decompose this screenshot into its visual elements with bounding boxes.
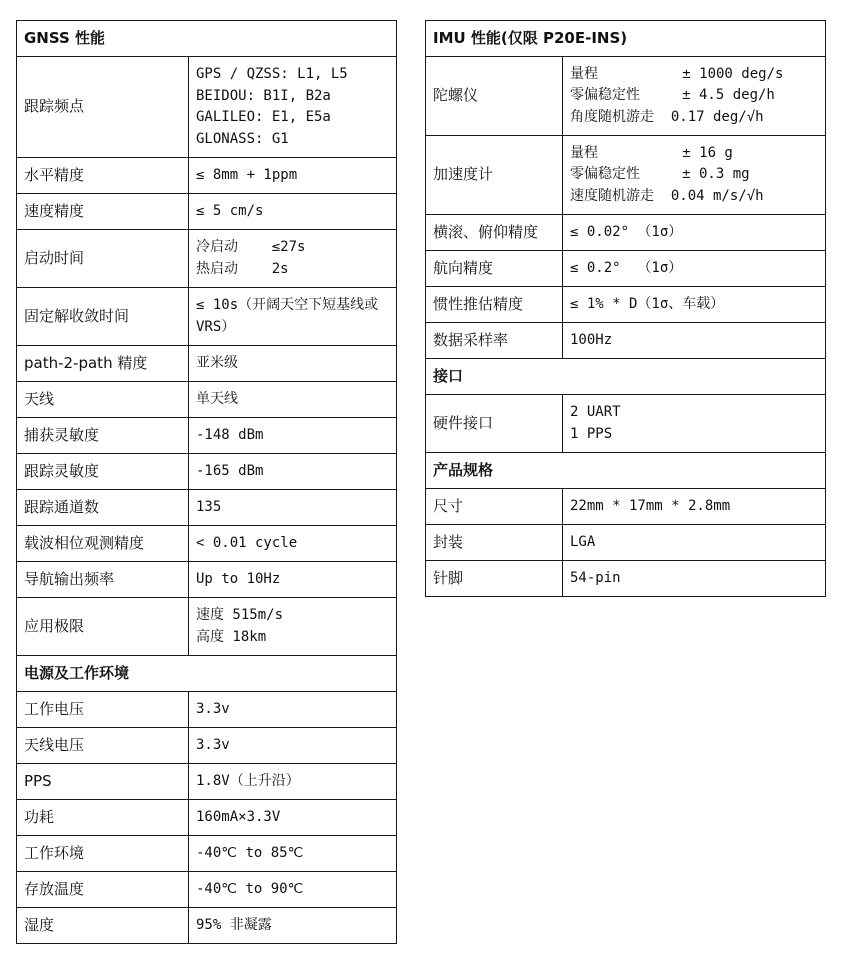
- spec-value-line: ≤ 0.02° （1σ）: [570, 223, 683, 240]
- spec-value-line: GPS / QZSS: L1, L5: [196, 66, 348, 82]
- spec-row: [426, 287, 826, 323]
- spec-row: [17, 692, 397, 728]
- spec-row: [17, 872, 397, 908]
- spec-value-line: 95% 非凝露: [196, 916, 272, 933]
- spec-value: [563, 136, 826, 215]
- spec-label: 捕获灵敏度: [17, 418, 189, 454]
- spec-value: [189, 836, 397, 872]
- spec-label: 天线: [17, 382, 189, 418]
- spec-value-line: ≤ 10s（开阔天空下短基线或 VRS）: [196, 297, 379, 335]
- spec-label: 陀螺仪: [426, 57, 563, 136]
- spec-value: [189, 346, 397, 382]
- spec-value-line: 2 UART: [570, 404, 621, 420]
- spec-row: [17, 764, 397, 800]
- spec-value: [189, 692, 397, 728]
- section-title: 电源及工作环境: [17, 656, 397, 692]
- spec-label: 硬件接口: [426, 395, 563, 453]
- section-title: GNSS 性能: [17, 21, 397, 57]
- spec-value-line: 零偏稳定性 ± 0.3 mg: [570, 166, 750, 183]
- spec-value: [189, 288, 397, 346]
- spec-value-line: GALILEO: E1, E5a: [196, 109, 331, 125]
- spec-row: [17, 346, 397, 382]
- section-header-row: [426, 21, 826, 57]
- spec-value: [189, 728, 397, 764]
- spec-value-line: 量程 ± 16 g: [570, 144, 733, 161]
- spec-row: [17, 288, 397, 346]
- spec-value-line: LGA: [570, 533, 596, 550]
- spec-value-line: 亚米级: [196, 354, 238, 371]
- spec-value: [189, 490, 397, 526]
- spec-value-line: 速度随机游走 0.04 m/s/√h: [570, 187, 764, 204]
- imu-spec-table: [425, 20, 826, 597]
- spec-label: 工作环境: [17, 836, 189, 872]
- spec-row: [17, 598, 397, 656]
- spec-label: 工作电压: [17, 692, 189, 728]
- spec-value-line: ≤ 8mm + 1ppm: [196, 166, 298, 183]
- spec-value-line: 54-pin: [570, 569, 621, 586]
- spec-value-line: 零偏稳定性 ± 4.5 deg/h: [570, 87, 775, 104]
- spec-row: [17, 526, 397, 562]
- spec-row: [426, 323, 826, 359]
- spec-value: [189, 418, 397, 454]
- spec-value-line: 100Hz: [570, 331, 613, 348]
- spec-label: 水平精度: [17, 158, 189, 194]
- spec-value-line: 3.3v: [196, 700, 230, 717]
- spec-label: 湿度: [17, 908, 189, 944]
- spec-value: [189, 562, 397, 598]
- spec-value-line: 22mm * 17mm * 2.8mm: [570, 497, 731, 514]
- spec-value: [189, 872, 397, 908]
- spec-row: [17, 418, 397, 454]
- spec-value-line: -165 dBm: [196, 462, 264, 479]
- spec-value-line: -148 dBm: [196, 426, 264, 443]
- spec-value: [189, 230, 397, 288]
- spec-value: [189, 57, 397, 158]
- spec-value: [563, 395, 826, 453]
- spec-value: [563, 323, 826, 359]
- section-header-row: [17, 656, 397, 692]
- spec-row: [17, 57, 397, 158]
- spec-row: [17, 800, 397, 836]
- spec-value-line: < 0.01 cycle: [196, 534, 298, 551]
- spec-value-line: ≤ 5 cm/s: [196, 202, 264, 219]
- spec-value-line: Up to 10Hz: [196, 570, 281, 587]
- section-header-row: [17, 21, 397, 57]
- spec-row: [426, 561, 826, 597]
- spec-row: [17, 562, 397, 598]
- spec-label: 加速度计: [426, 136, 563, 215]
- spec-row: [426, 525, 826, 561]
- spec-value: [563, 561, 826, 597]
- spec-value: [563, 489, 826, 525]
- spec-label: 载波相位观测精度: [17, 526, 189, 562]
- spec-value: [189, 764, 397, 800]
- spec-label: 导航输出频率: [17, 562, 189, 598]
- spec-value: [189, 800, 397, 836]
- spec-row: [426, 136, 826, 215]
- spec-label: 启动时间: [17, 230, 189, 288]
- spec-value: [563, 57, 826, 136]
- spec-value: [563, 525, 826, 561]
- spec-value: [189, 454, 397, 490]
- spec-value-line: 速度 515m/s: [196, 607, 284, 623]
- spec-label: 跟踪灵敏度: [17, 454, 189, 490]
- spec-label: 跟踪频点: [17, 57, 189, 158]
- section-title: IMU 性能(仅限 P20E-INS): [426, 21, 826, 57]
- spec-label: 天线电压: [17, 728, 189, 764]
- spec-row: [17, 728, 397, 764]
- spec-label: 航向精度: [426, 251, 563, 287]
- spec-label: 惯性推估精度: [426, 287, 563, 323]
- spec-row: [17, 158, 397, 194]
- spec-value-line: 高度 18km: [196, 628, 267, 645]
- spec-value-line: 1.8V（上升沿）: [196, 772, 300, 789]
- spec-value: [563, 215, 826, 251]
- spec-row: [17, 490, 397, 526]
- spec-value: [189, 526, 397, 562]
- section-header-row: [426, 453, 826, 489]
- spec-value-line: 热启动 2s: [196, 260, 289, 277]
- spec-label: 横滚、俯仰精度: [426, 215, 563, 251]
- spec-label: PPS: [17, 764, 189, 800]
- spec-value-line: 160mA×3.3V: [196, 808, 281, 825]
- spec-value-line: 量程 ± 1000 deg/s: [570, 65, 784, 82]
- spec-value-line: -40℃ to 90℃: [196, 880, 304, 897]
- spec-value-line: 3.3v: [196, 736, 230, 753]
- spec-row: [17, 836, 397, 872]
- spec-row: [426, 395, 826, 453]
- spec-label: 跟踪通道数: [17, 490, 189, 526]
- spec-row: [426, 57, 826, 136]
- spec-value-line: GLONASS: G1: [196, 130, 289, 147]
- spec-value: [189, 194, 397, 230]
- spec-row: [17, 194, 397, 230]
- spec-row: [17, 908, 397, 944]
- spec-label: 固定解收敛时间: [17, 288, 189, 346]
- section-header-row: [426, 359, 826, 395]
- spec-label: 速度精度: [17, 194, 189, 230]
- spec-row: [426, 215, 826, 251]
- spec-value-line: -40℃ to 85℃: [196, 844, 304, 861]
- spec-value: [189, 382, 397, 418]
- spec-label: path-2-path 精度: [17, 346, 189, 382]
- spec-value-line: 135: [196, 498, 222, 515]
- spec-label: 存放温度: [17, 872, 189, 908]
- spec-value-line: 冷启动 ≤27s: [196, 239, 306, 255]
- spec-row: [17, 230, 397, 288]
- spec-row: [17, 454, 397, 490]
- spec-label: 应用极限: [17, 598, 189, 656]
- spec-label: 尺寸: [426, 489, 563, 525]
- spec-label: 针脚: [426, 561, 563, 597]
- spec-row: [426, 251, 826, 287]
- spec-value-line: 1 PPS: [570, 425, 613, 442]
- spec-value: [189, 158, 397, 194]
- gnss-spec-table: [16, 20, 397, 944]
- spec-value-line: ≤ 1% * D（1σ、车载）: [570, 295, 725, 312]
- spec-value: [563, 287, 826, 323]
- spec-value: [563, 251, 826, 287]
- spec-value: [189, 908, 397, 944]
- spec-row: [17, 382, 397, 418]
- spec-value-line: ≤ 0.2° （1σ）: [570, 259, 683, 276]
- section-title: 产品规格: [426, 453, 826, 489]
- spec-label: 功耗: [17, 800, 189, 836]
- spec-row: [426, 489, 826, 525]
- section-title: 接口: [426, 359, 826, 395]
- spec-value: [189, 598, 397, 656]
- spec-value-line: BEIDOU: B1I, B2a: [196, 87, 331, 104]
- spec-label: 封装: [426, 525, 563, 561]
- spec-value-line: 单天线: [196, 390, 238, 407]
- spec-value-line: 角度随机游走 0.17 deg/√h: [570, 108, 764, 125]
- spec-label: 数据采样率: [426, 323, 563, 359]
